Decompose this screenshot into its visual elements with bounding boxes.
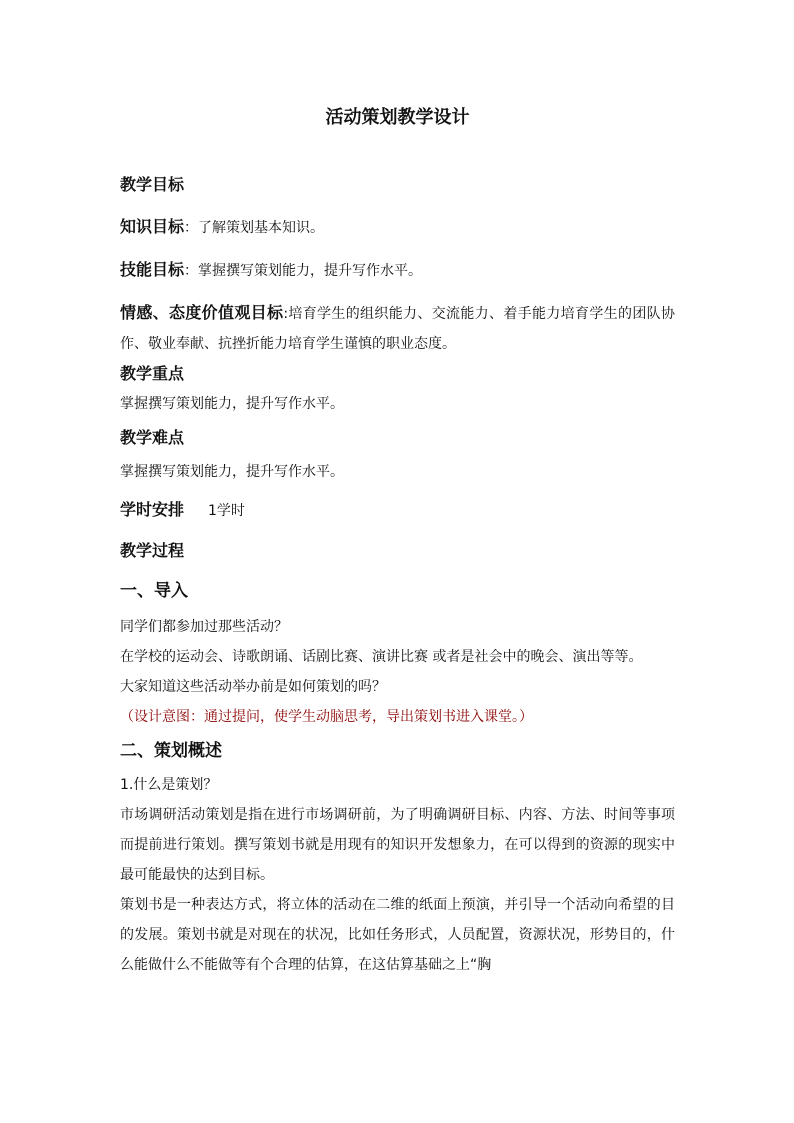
document-content (120, 104, 675, 980)
skill-objective-text: ：掌握撰写策划能力，提升写作水平。 (184, 263, 423, 279)
skill-objective-label: 技能目标 (120, 260, 185, 279)
knowledge-objective (120, 212, 675, 243)
section1-paragraph-1: 同学们都参加过那些活动？ (120, 619, 288, 635)
section1-paragraph-2: 在学校的运动会、诗歌朗诵、话剧比赛、演讲比赛 或者是社会中的晚会、演出等等。 (120, 649, 643, 665)
section1-design-note: （设计意图：通过提问，使学生动脑思考，导出策划书进入课堂。） (120, 709, 533, 725)
section1-heading: 一、导入 (120, 581, 188, 601)
skill-objective (120, 255, 675, 286)
knowledge-objective-label: 知识目标 (120, 217, 185, 236)
section2-heading: 二、策划概述 (120, 741, 222, 761)
section2-paragraph-1: 市场调研活动策划是指在进行市场调研前，为了明确调研目标、内容、方法、时间等事项而提前进行策划。撰写策划书就是用现有的知识开发想象力，在可以得到的资源的现实中最可能最快的达到目标。 (120, 807, 675, 883)
time-arrangement-label: 学时安排 (120, 500, 185, 519)
difficulty-heading: 教学难点 (120, 428, 185, 447)
time-arrangement (120, 495, 675, 526)
section1-paragraph-3: 大家知道这些活动举办前是如何策划的吗？ (120, 679, 386, 695)
difficulty-text: 掌握撰写策划能力，提升写作水平。 (120, 464, 344, 480)
focus-text: 掌握撰写策划能力，提升写作水平。 (120, 396, 344, 412)
knowledge-objective-text: ：了解策划基本知识。 (184, 220, 325, 236)
document-title: 活动策划教学设计 (325, 107, 470, 128)
emotion-objective-label: 情感、态度价值观目标 (120, 303, 284, 322)
objectives-heading: 教学目标 (120, 175, 185, 194)
emotion-objective-text: :培育学生的组织能力、交流能力、着手能力培育学生的团队协作、敬业奉献、抗挫折能力培育学生谨慎的职业态度。 (120, 306, 675, 352)
focus-heading: 教学重点 (120, 364, 185, 383)
time-arrangement-value: 1学时 (208, 503, 245, 519)
section2-question-1: 1.什么是策划？ (120, 777, 218, 793)
section2-paragraph-2: 策划书是一种表达方式，将立体的活动在二维的纸面上预演，并引导一个活动向希望的目的发展。策划书就是对现在的状况，比如任务形式，人员配置，资源状况，形势目的，什么能做什么不能做等有个合理的估算，在这估算基础之上“胸 (120, 897, 675, 973)
emotion-objective (120, 298, 675, 359)
process-heading: 教学过程 (120, 541, 185, 560)
